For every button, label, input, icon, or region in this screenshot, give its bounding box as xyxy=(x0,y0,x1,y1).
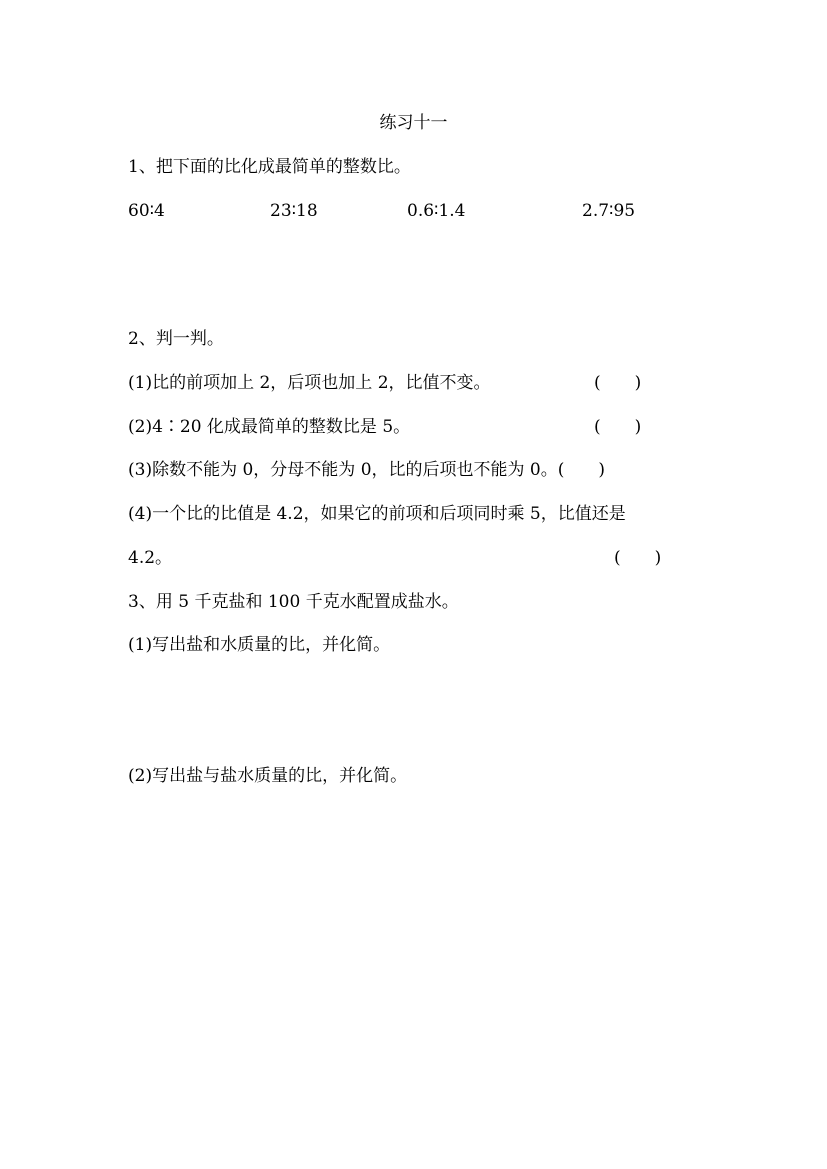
ratio-item-4: 2.7∶95 xyxy=(582,201,636,221)
ratio-item-1: 60∶4 xyxy=(128,201,165,221)
question-1-prompt: 1、把下面的比化成最简单的整数比。 xyxy=(128,157,411,177)
answer-paren-4: ( ) xyxy=(614,548,662,568)
ratio-item-2: 23∶18 xyxy=(270,201,318,221)
judge-statement-4-line-2: 4.2。 xyxy=(128,548,173,568)
question-2-prompt: 2、判一判。 xyxy=(128,329,224,349)
answer-paren-1: ( ) xyxy=(594,373,642,393)
question-3-prompt: 3、用 5 千克盐和 100 千克水配置成盐水。 xyxy=(128,592,459,612)
page-title: 练习十一 xyxy=(379,113,448,133)
judge-statement-4-line-1: (4)一个比的比值是 4.2，如果它的前项和后项同时乘 5，比值还是 xyxy=(128,504,626,524)
judge-statement-1: (1)比的前项加上 2，后项也加上 2，比值不变。 xyxy=(128,373,491,393)
ratio-item-3: 0.6∶1.4 xyxy=(407,201,466,221)
answer-paren-2: ( ) xyxy=(594,417,642,437)
question-3-part-2: (2)写出盐与盐水质量的比，并化简。 xyxy=(128,766,408,786)
judge-statement-3: (3)除数不能为 0，分母不能为 0，比的后项也不能为 0。( ) xyxy=(128,460,606,480)
question-3-part-1: (1)写出盐和水质量的比，并化简。 xyxy=(128,635,391,655)
judge-statement-2: (2)4∶20 化成最简单的整数比是 5。 xyxy=(128,417,411,437)
